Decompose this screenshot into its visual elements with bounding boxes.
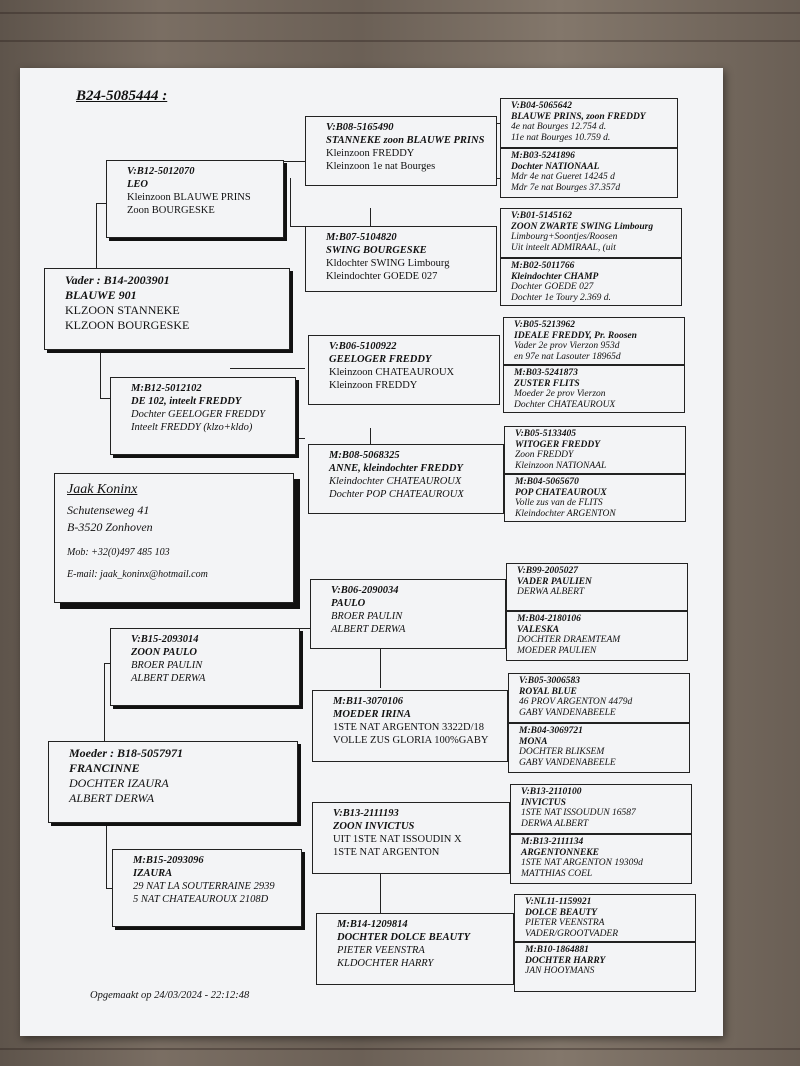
bird-info: DERWA ALBERT [517, 587, 585, 597]
owner-street: Schutenseweg 41 [67, 503, 150, 517]
mother-line: FRANCINNE [69, 761, 140, 775]
bird-name: ROYAL BLUE [519, 686, 577, 697]
gggp-cell [504, 426, 686, 474]
owner-email: E-mail: jaak_koninx@hotmail.com [67, 569, 208, 580]
bird-name: DE 102, inteelt FREDDY [131, 396, 242, 407]
gggp-cell [506, 611, 688, 661]
bird-info: BROER PAULIN [331, 611, 403, 622]
bird-name: ZOON ZWARTE SWING Limbourg [511, 221, 654, 232]
gggp-cell [514, 942, 696, 992]
ring-number: V:B12-5012070 [127, 166, 195, 177]
ring-number: M:B13-2111134 [521, 837, 584, 847]
ring-number: M:B04-5065670 [515, 477, 579, 487]
grandsire-paternal-box [106, 160, 284, 238]
bird-info: Kleinzoon BLAUWE PRINS [127, 192, 251, 203]
gggp-cell [506, 563, 688, 611]
ring-number: V:B04-5065642 [511, 101, 573, 111]
great-grandparent-box [312, 690, 508, 762]
father-line: BLAUWE 901 [65, 288, 137, 302]
bird-name: LEO [127, 179, 148, 190]
bird-info: Kleinzoon FREDDY [329, 380, 418, 391]
gggp-cell [510, 784, 692, 834]
father-box [44, 268, 290, 350]
bird-info: 11e nat Bourges 10.759 d. [511, 132, 611, 143]
father-line: KLZOON BOURGESKE [65, 318, 190, 332]
gggp-cell [500, 258, 682, 306]
bird-name: GEELOGER FREDDY [329, 354, 432, 365]
gggp-cell [510, 834, 692, 884]
owner-card [54, 473, 294, 603]
bird-info: VOLLE ZUS GLORIA 100%GABY [333, 735, 489, 746]
bird-name: Kleindochter CHAMP [511, 271, 599, 282]
pedigree-title: B24-5085444 : [76, 88, 168, 104]
bird-info: Mdr 7e nat Bourges 37.357d [511, 182, 621, 193]
ring-number: M:B14-1209814 [337, 919, 408, 930]
bird-info: Moeder 2e prov Vierzon [514, 389, 606, 399]
owner-name: Jaak Koninx [67, 482, 138, 497]
bird-info: Kleinzoon NATIONAAL [515, 460, 607, 471]
bird-info: 1STE NAT ARGENTON [333, 847, 440, 858]
ring-number: M:B03-5241873 [514, 368, 578, 378]
ring-number: M:B03-5241896 [511, 151, 575, 161]
bird-name: MOEDER IRINA [333, 709, 411, 720]
bird-info: Mdr 4e nat Gueret 14245 d [511, 172, 615, 182]
bird-info: PIETER VEENSTRA [337, 945, 425, 956]
great-grandparent-box [312, 802, 510, 874]
bird-info: JAN HOOYMANS [525, 966, 595, 976]
gggp-cell [508, 673, 690, 723]
great-grandparent-box [308, 444, 504, 514]
gggp-cell [504, 474, 686, 522]
father-ring: Vader : B14-2003901 [65, 273, 170, 287]
bird-info: Inteelt FREDDY (klzo+kldo) [131, 422, 253, 433]
mother-box [48, 741, 298, 823]
owner-phone: Mob: +32(0)497 485 103 [67, 547, 170, 558]
bird-name: BLAUWE PRINS, zoon FREDDY [511, 111, 646, 122]
mother-line: ALBERT DERWA [69, 791, 155, 805]
bird-info: Kldochter SWING Limbourg [326, 258, 450, 269]
bird-name: PAULO [331, 598, 366, 609]
ring-number: V:B05-5213962 [514, 320, 576, 330]
bird-name: ARGENTONNEKE [521, 847, 599, 858]
ring-number: V:B99-2005027 [517, 566, 579, 576]
bird-info: UIT 1STE NAT ISSOUDIN X [333, 834, 462, 845]
bird-name: WITOGER FREDDY [515, 439, 601, 450]
gggp-cell [508, 723, 690, 773]
bird-info: MATTHIAS COEL [521, 868, 593, 879]
bird-name: SWING BOURGESKE [326, 245, 427, 256]
bird-name: DOCHTER HARRY [525, 955, 606, 966]
gggp-cell [514, 894, 696, 942]
ring-number: M:B02-5011766 [511, 261, 575, 271]
bird-info: Dochter GEELOGER FREDDY [131, 409, 266, 420]
bird-info: Kleindochter ARGENTON [515, 508, 616, 519]
bird-name: ZOON PAULO [131, 647, 198, 658]
bird-info: Kleinzoon FREDDY [326, 148, 415, 159]
bird-info: Dochter POP CHATEAUROUX [329, 489, 464, 500]
gggp-cell [500, 148, 678, 198]
mother-line: DOCHTER IZAURA [69, 776, 169, 790]
bird-info: ALBERT DERWA [331, 624, 406, 635]
bird-info: Limbourg+Soontjes/Roosen [511, 232, 618, 242]
bird-info: MOEDER PAULIEN [517, 645, 597, 656]
gggp-cell [500, 208, 682, 258]
bird-info: GABY VANDENABEELE [519, 757, 616, 768]
bird-info: 1STE NAT ISSOUDUN 16587 [521, 808, 636, 818]
ring-number: M:B11-3070106 [333, 696, 404, 707]
bird-info: Dochter 1e Toury 2.369 d. [511, 292, 611, 303]
bird-info: Kleinzoon 1e nat Bourges [326, 161, 436, 172]
gggp-cell [503, 365, 685, 413]
mother-ring: Moeder : B18-5057971 [69, 746, 183, 760]
bird-info: PIETER VEENSTRA [525, 918, 605, 928]
bird-info: DERWA ALBERT [521, 818, 589, 829]
gggp-cell [500, 98, 678, 148]
bird-name: VALESKA [517, 624, 560, 635]
ring-number: V:B13-2110100 [521, 787, 582, 797]
owner-city: B-3520 Zonhoven [67, 520, 153, 534]
bird-name: ZUSTER FLITS [514, 378, 580, 389]
ring-number: V:B06-5100922 [329, 341, 397, 352]
bird-name: MONA [519, 736, 548, 747]
ring-number: V:B05-3006583 [519, 676, 581, 686]
bird-info: DOCHTER DRAEMTEAM [517, 635, 621, 645]
grandsire-maternal-box [110, 628, 300, 706]
bird-info: Dochter CHATEAUROUX [514, 399, 616, 410]
bird-info: 4e nat Bourges 12.754 d. [511, 122, 607, 132]
ring-number: V:B08-5165490 [326, 122, 394, 133]
great-grandparent-box [305, 226, 497, 292]
bird-name: STANNEKE zoon BLAUWE PRINS [326, 135, 485, 146]
ring-number: V:B06-2090034 [331, 585, 399, 596]
ring-number: V:B15-2093014 [131, 634, 199, 645]
great-grandparent-box [305, 116, 497, 186]
bird-name: ZOON INVICTUS [333, 821, 415, 832]
bird-name: IZAURA [133, 868, 173, 879]
bird-name: IDEALE FREDDY, Pr. Roosen [514, 330, 637, 341]
bird-info: Dochter GOEDE 027 [511, 282, 594, 292]
bird-info: Kleindochter GOEDE 027 [326, 271, 438, 282]
bird-info: KLDOCHTER HARRY [337, 958, 434, 969]
bird-name: INVICTUS [521, 797, 566, 808]
bird-name: DOCHTER DOLCE BEAUTY [337, 932, 471, 943]
ring-number: M:B15-2093096 [133, 855, 204, 866]
bird-info: ALBERT DERWA [131, 673, 206, 684]
ring-number: M:B07-5104820 [326, 232, 397, 243]
granddam-paternal-box [110, 377, 296, 455]
bird-name: DOLCE BEAUTY [525, 907, 598, 918]
bird-name: POP CHATEAUROUX [515, 487, 607, 498]
bird-info: 1STE NAT ARGENTON 3322D/18 [333, 722, 484, 733]
ring-number: M:B12-5012102 [131, 383, 202, 394]
ring-number: V:B05-5133405 [515, 429, 577, 439]
bird-info: Zoon FREDDY [515, 450, 574, 460]
bird-info: Zoon BOURGESKE [127, 205, 215, 216]
ring-number: M:B08-5068325 [329, 450, 400, 461]
great-grandparent-box [310, 579, 506, 649]
ring-number: V:B01-5145162 [511, 211, 573, 221]
generated-timestamp: Opgemaakt op 24/03/2024 - 22:12:48 [90, 990, 250, 1001]
bird-info: GABY VANDENABEELE [519, 707, 616, 718]
bird-info: 1STE NAT ARGENTON 19309d [521, 858, 643, 868]
bird-name: VADER PAULIEN [517, 576, 592, 587]
granddam-maternal-box [112, 849, 302, 927]
bird-info: Kleindochter CHATEAUROUX [329, 476, 462, 487]
bird-info: BROER PAULIN [131, 660, 203, 671]
pedigree-sheet [20, 68, 723, 1036]
bird-info: 5 NAT CHATEAUROUX 2108D [133, 894, 269, 905]
bird-info: Kleinzoon CHATEAUROUX [329, 367, 455, 378]
bird-info: 46 PROV ARGENTON 4479d [519, 697, 633, 707]
gggp-cell [503, 317, 685, 365]
ring-number: V:B13-2111193 [333, 808, 399, 819]
ring-number: M:B10-1864881 [525, 945, 589, 955]
father-line: KLZOON STANNEKE [65, 303, 180, 317]
bird-info: DOCHTER BLIKSEM [519, 747, 605, 757]
bird-info: Volle zus van de FLITS [515, 498, 603, 508]
bird-info: VADER/GROOTVADER [525, 928, 619, 939]
bird-info: en 97e nat Lasouter 18965d [514, 351, 621, 362]
bird-info: Vader 2e prov Vierzon 953d [514, 341, 620, 351]
bird-info: Uit inteelt ADMIRAAL, (uit [511, 242, 616, 253]
bird-name: Dochter NATIONAAL [511, 161, 600, 172]
ring-number: M:B04-2180106 [517, 614, 581, 624]
ring-number: V:NL11-1159921 [525, 897, 592, 907]
great-grandparent-box [316, 913, 514, 985]
bird-info: 29 NAT LA SOUTERRAINE 2939 [133, 881, 275, 892]
ring-number: M:B04-3069721 [519, 726, 583, 736]
bird-name: ANNE, kleindochter FREDDY [329, 463, 463, 474]
great-grandparent-box [308, 335, 500, 405]
